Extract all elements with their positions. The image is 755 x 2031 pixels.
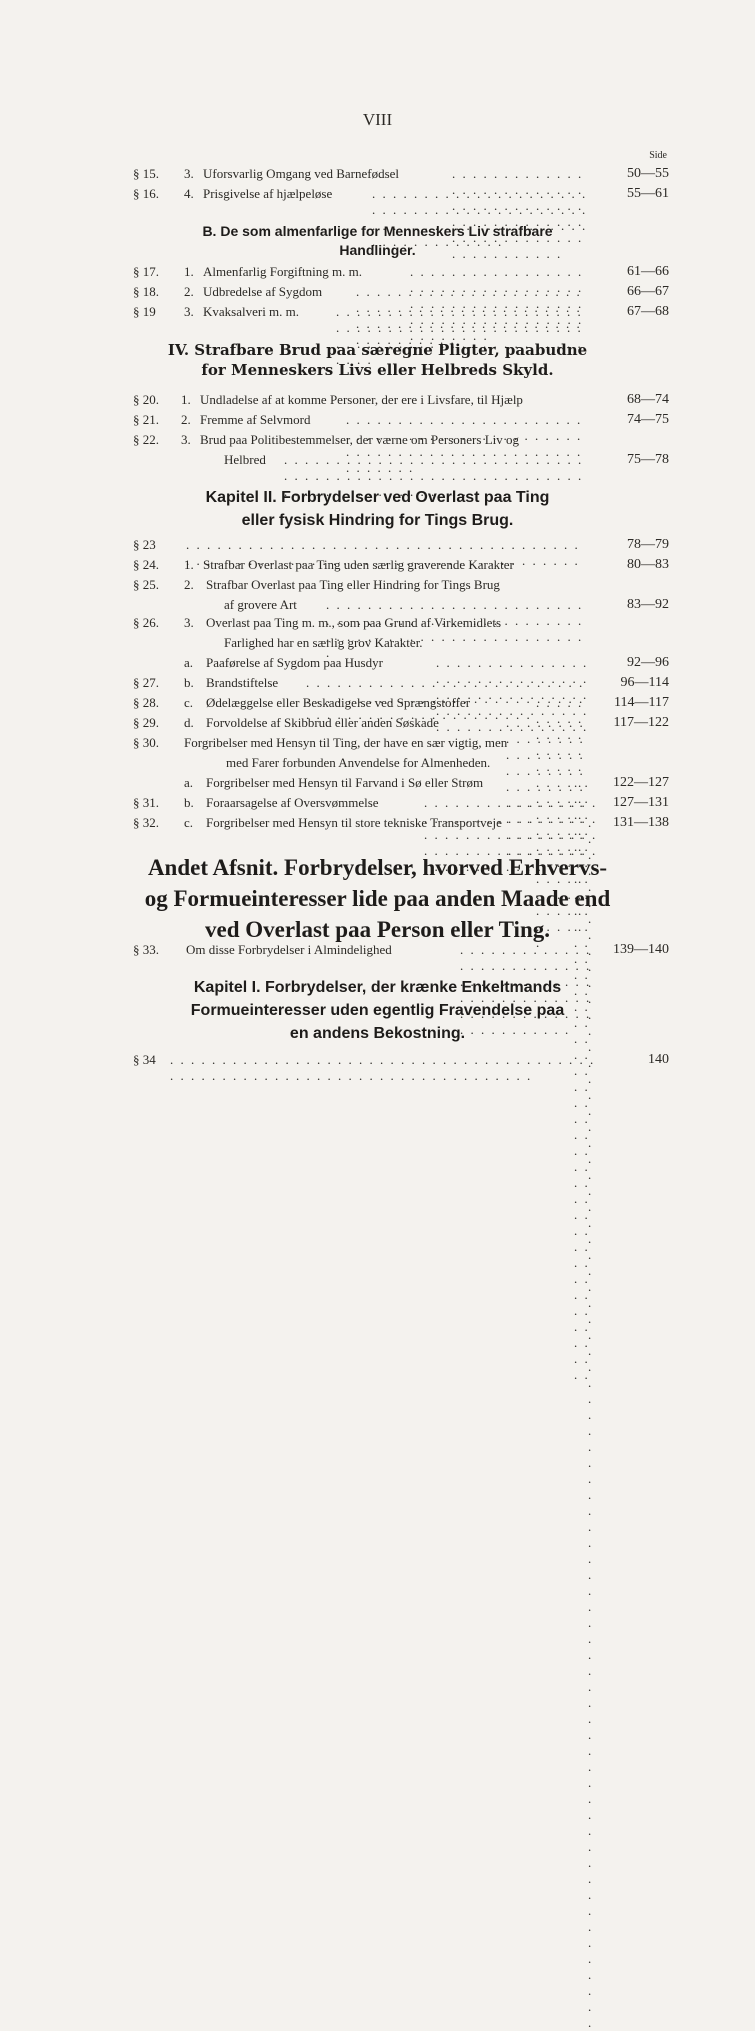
toc-entry [0,304,755,324]
entry-title: Forgribelser med Hensyn til Ting, der have en sær vigtig, men [184,735,508,750]
entry-pages: 96—114 [620,675,669,690]
toc-entry [0,264,755,284]
entry-number: 1. [184,557,194,572]
entry-number: 3. [184,615,194,630]
entry-number: 4. [184,186,194,201]
section-number: § 15. [133,166,159,181]
side-label: Side [649,150,667,161]
heading-line: Formueinteresser uden egentlig Fravendelse paa [190,1002,565,1019]
entry-pages: 74—75 [627,412,669,427]
entry-title: Strafbar Overlast paa Ting eller Hindring for Tings Brug [206,577,500,592]
entry-number: 3. [181,432,191,447]
entry-title-continued: med Farer forbunden Anvendelse for Almenheden. [226,755,491,770]
entry-title: Prisgivelse af hjælpeløse [203,186,333,201]
chapter-heading [0,976,755,1045]
entry-title: Ødelæggelse eller Beskadigelse ved Sprængstoffer [206,695,471,710]
entry-number: b. [184,675,194,690]
entry-number: 2. [184,284,194,299]
entry-pages: 66—67 [627,284,669,299]
section-number: § 33. [133,942,159,957]
entry-pages: 50—55 [627,166,669,181]
entry-number: 2. [181,412,191,427]
entry-pages: 140 [648,1052,669,1067]
entry-number: a. [184,655,194,670]
entry-number: a. [184,775,194,790]
subsection-heading [0,222,755,260]
entry-title-continued: af grovere Art [224,597,297,612]
entry-title: Brud paa Politibestemmelser, der værne om Personers Liv og [200,432,520,447]
section-number: § 23 [133,537,156,552]
entry-pages: 117—122 [613,715,669,730]
heading-line: en andens Bekostning. [289,1025,466,1042]
entry-number: 1. [184,264,194,279]
section-number: § 31. [133,795,159,810]
entry-title: Fremme af Selvmord [200,412,311,427]
toc-entry [0,186,755,206]
entry-title: Undladelse af at komme Personer, der ere i Livsfare, til Hjælp [200,392,523,407]
subsection-heading [0,340,755,380]
section-number: § 21. [133,412,159,427]
heading-line: IV. Strafbare Brud paa særegne Pligter, paabudne [167,341,588,359]
entry-pages: 92—96 [627,655,669,670]
entry-pages: 55—61 [627,186,669,201]
toc-entry [0,675,755,695]
entry-pages: 127—131 [613,795,669,810]
section-number: § 30. [133,735,159,750]
entry-title: Foraarsagelse af Oversvømmelse [206,795,379,810]
toc-entry [0,1052,755,1072]
entry-title: Om disse Forbrydelser i Almindelighed [186,942,392,957]
section-number: § 22. [133,432,159,447]
toc-entry [0,735,755,775]
entry-title-continued: Helbred [224,452,266,467]
section-number: § 20. [133,392,159,407]
toc-entry [0,166,755,186]
entry-number: b. [184,795,194,810]
entry-title: Paaførelse af Sygdom paa Husdyr [206,655,383,670]
section-number: § 34 [133,1052,156,1067]
entry-number: d. [184,715,194,730]
entry-title: Strafbar Overlast paa Ting uden særlig graverende Karakter [203,557,514,572]
entry-pages: 61—66 [627,264,669,279]
entry-pages: 75—78 [627,452,669,467]
toc-entry [0,412,755,432]
toc-entry [0,392,755,412]
entry-title: Forgribelser med Hensyn til Farvand i Sø eller Strøm [206,775,484,790]
entry-title: Udbredelse af Sygdom [203,284,323,299]
heading-line: Andet Afsnit. Forbrydelser, hvorved Erhvervs- [147,855,608,880]
heading-line: og Formueinteresser lide paa anden Maade end [144,886,611,911]
toc-entry [0,655,755,675]
section-number: § 26. [133,615,159,630]
section-number: § 18. [133,284,159,299]
toc-entry [0,815,755,835]
entry-title: Almenfarlig Forgiftning m. m. [203,264,362,279]
entry-pages: 78—79 [627,537,669,552]
heading-line: B. De som almenfarlige for Menneskers Liv strafbare [202,223,553,239]
chapter-heading [0,486,755,532]
entry-pages: 139—140 [613,942,669,957]
entry-number: 3. [184,304,194,319]
section-number: § 24. [133,557,159,572]
entry-number: 3. [184,166,194,181]
entry-number: 1. [181,392,191,407]
entry-pages: 83—92 [627,597,669,612]
entry-pages: 80—83 [627,557,669,572]
entry-title: Forvoldelse af Skibbrud eller anden Søskade [206,715,439,730]
entry-title-continued: Farlighed har en særlig grov Karakter. [224,635,423,650]
section-number: § 29. [133,715,159,730]
entry-pages: 131—138 [613,815,669,830]
toc-entry [0,775,755,795]
toc-entry [0,284,755,304]
heading-line: Kapitel I. Forbrydelser, der krænke Enkeltmands [193,979,562,996]
entry-pages: 122—127 [613,775,669,790]
entry-title: Forgribelser med Hensyn til store tekniske Transportveje [206,815,502,830]
part-heading [0,852,755,945]
toc-entry [0,557,755,577]
toc-entry [0,795,755,815]
entry-number: c. [184,815,194,830]
heading-line: Handlinger. [339,242,416,258]
section-number: § 28. [133,695,159,710]
entry-pages: 68—74 [627,392,669,407]
toc-entry [0,695,755,715]
entry-title: Kvaksalveri m. m. [203,304,300,319]
dot-leader [170,1052,598,1084]
entry-pages: 67—68 [627,304,669,319]
heading-line: ved Overlast paa Person eller Ting. [205,917,550,942]
toc-entry [0,432,755,472]
toc-entry [0,942,755,962]
heading-line: for Menneskers Livs eller Helbreds Skyld. [201,361,554,379]
entry-pages: 114—117 [614,695,669,710]
toc-entry [0,577,755,617]
section-number: § 19 [133,304,156,319]
toc-entry [0,615,755,655]
entry-number: 2. [184,577,194,592]
page-number: VIII [362,110,393,129]
entry-number: c. [184,695,194,710]
section-number: § 32. [133,815,159,830]
entry-title: Brandstiftelse [206,675,279,690]
section-number: § 17. [133,264,159,279]
toc-entry [0,537,755,557]
heading-line: eller fysisk Hindring for Tings Brug. [241,512,514,529]
entry-title: Overlast paa Ting m. m., som paa Grund af Virkemidlets [206,615,502,630]
section-number: § 27. [133,675,159,690]
entry-title: Uforsvarlig Omgang ved Barnefødsel [203,166,400,181]
heading-line: Kapitel II. Forbrydelser ved Overlast paa Ting [205,489,550,506]
toc-entry [0,715,755,735]
section-number: § 25. [133,577,159,592]
section-number: § 16. [133,186,159,201]
